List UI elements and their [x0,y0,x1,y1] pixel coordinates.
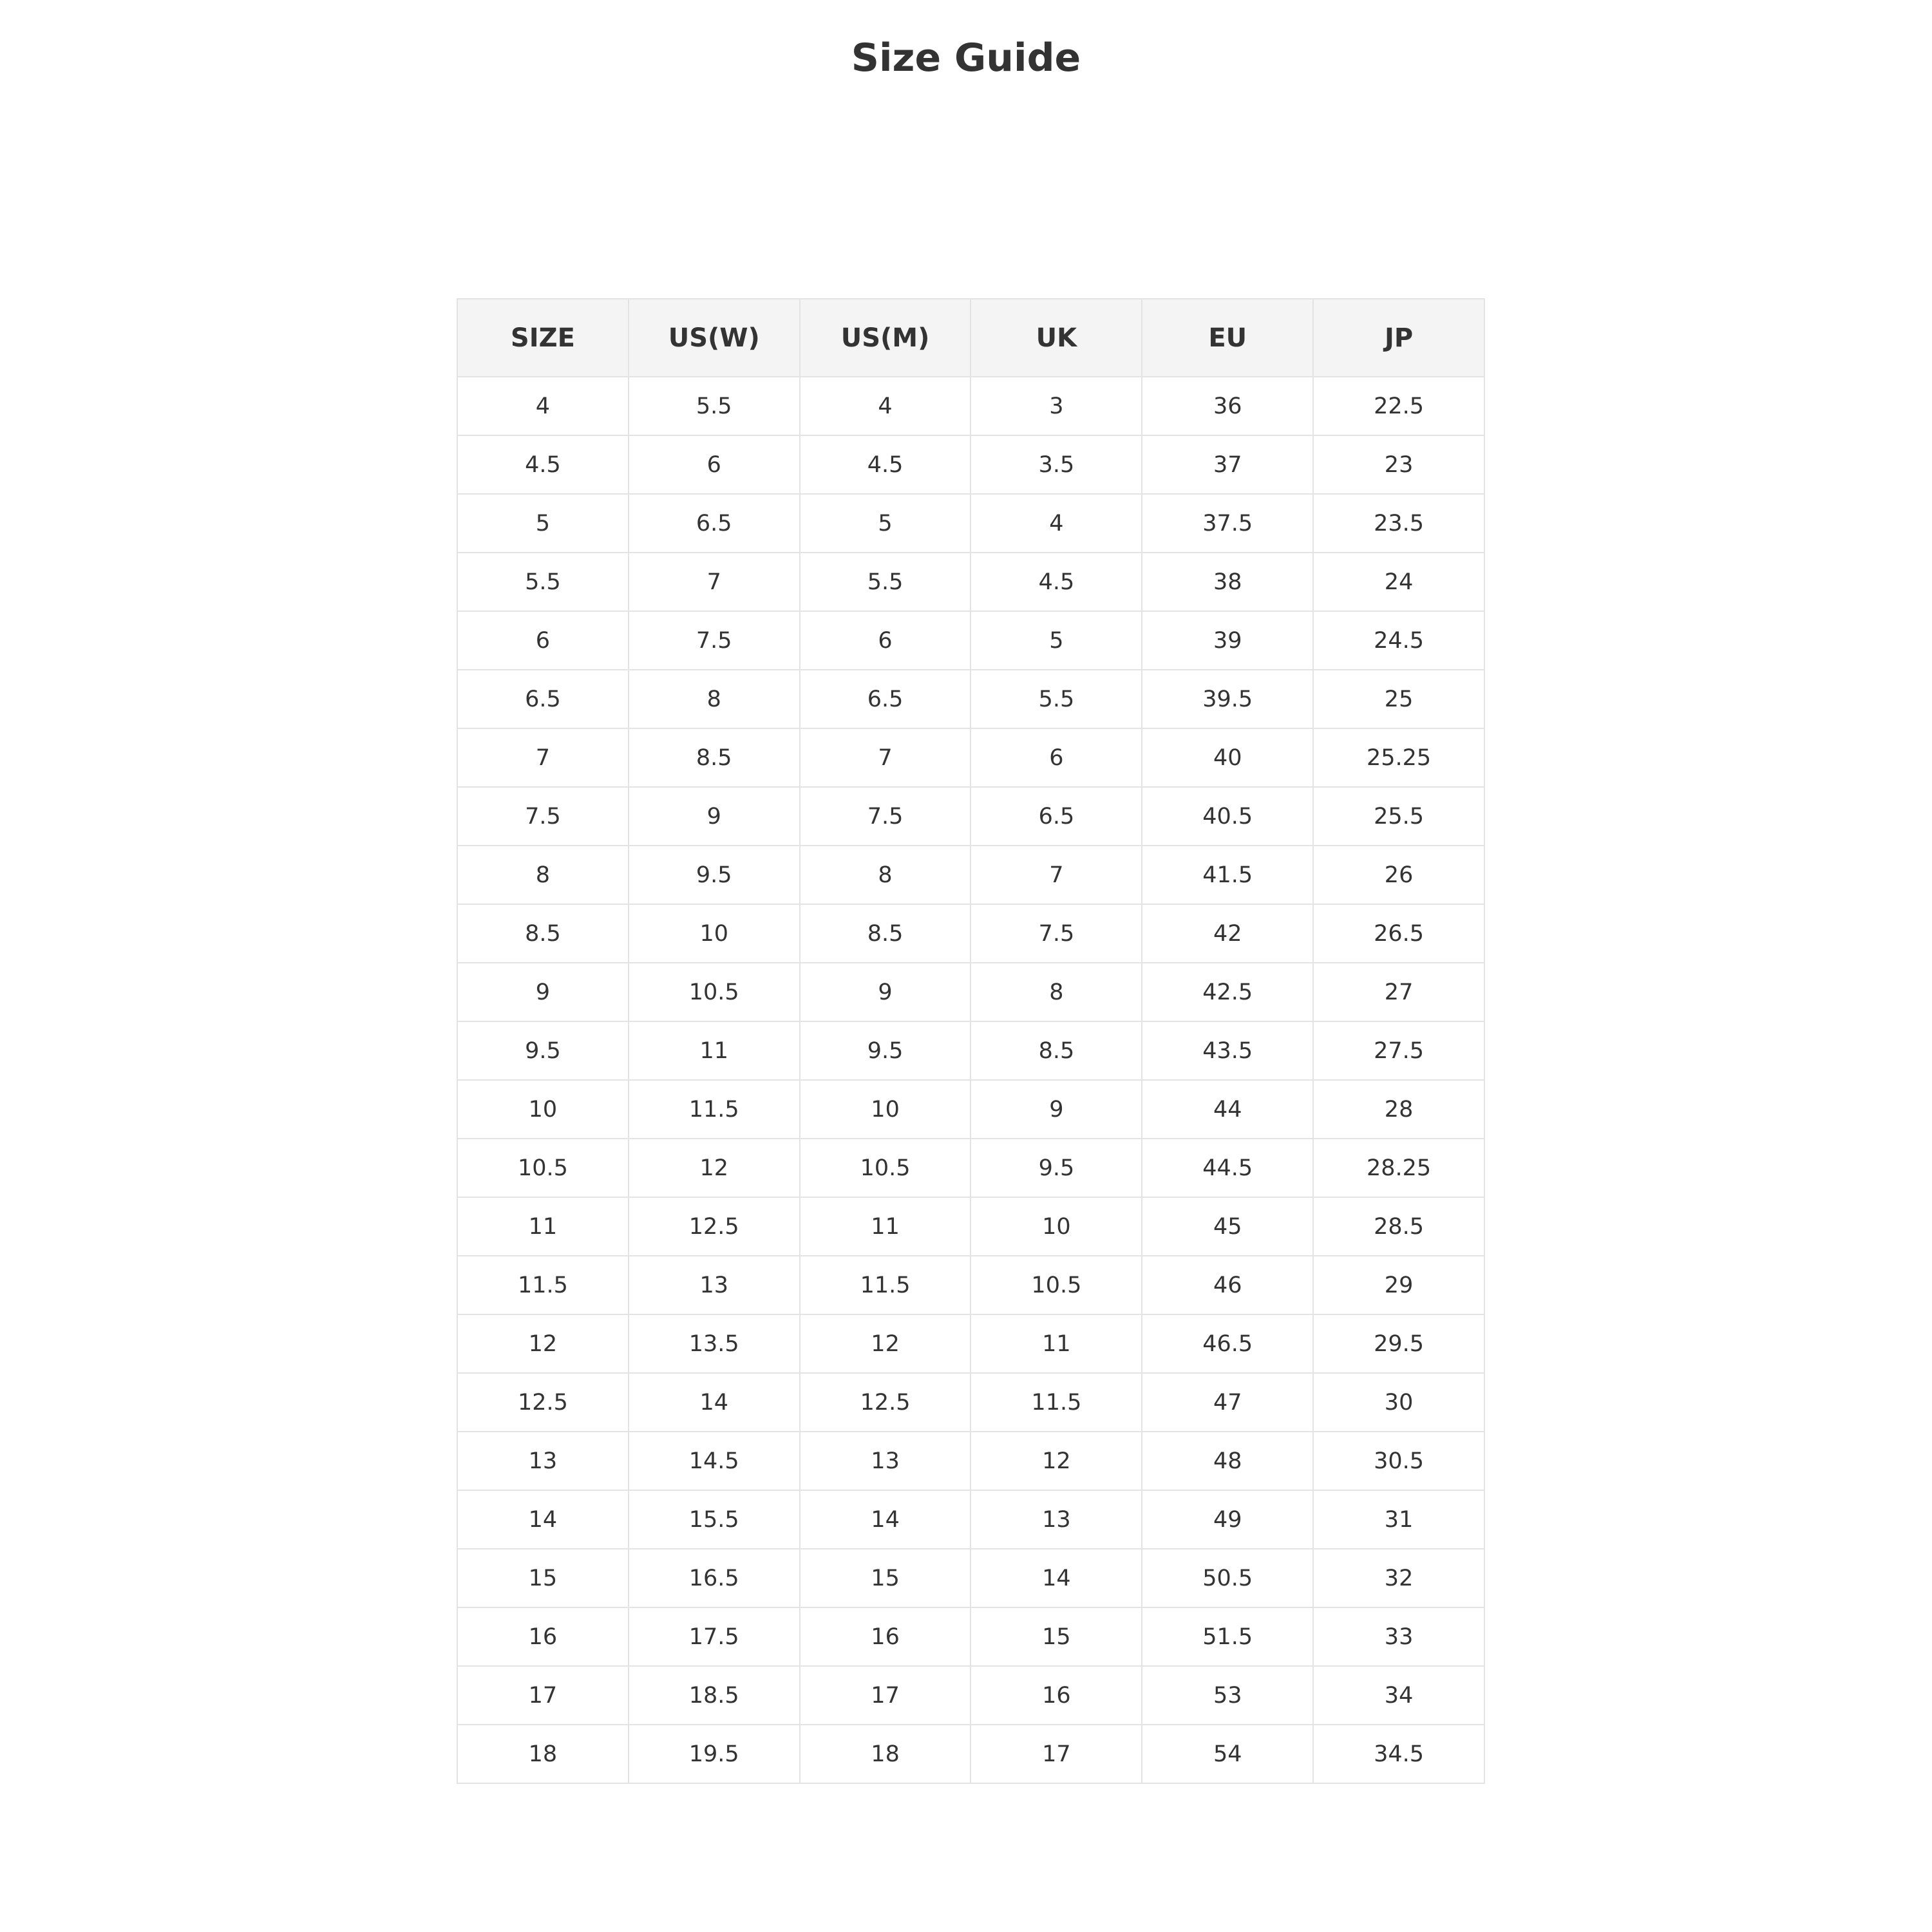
table-row [457,1139,1484,1197]
table-cell: 3.5 [971,435,1142,494]
table-row [457,1432,1484,1490]
table-cell: 6.5 [629,494,800,553]
table-cell: 4 [457,377,629,435]
table-cell: 7.5 [800,787,971,846]
table-row [457,1197,1484,1256]
table-row [457,1021,1484,1080]
table-cell: 15 [800,1549,971,1607]
table-cell: 25 [1313,670,1484,728]
table-cell: 32 [1313,1549,1484,1607]
table-cell: 27 [1313,963,1484,1021]
table-cell: 7.5 [629,611,800,670]
table-row [457,728,1484,787]
table-cell: 16 [457,1607,629,1666]
table-cell: 7 [457,728,629,787]
table-cell: 9 [457,963,629,1021]
column-header-jp: JP [1313,299,1484,377]
table-cell: 8.5 [457,904,629,963]
table-cell: 7 [971,846,1142,904]
table-cell: 17 [800,1666,971,1725]
table-cell: 12.5 [629,1197,800,1256]
table-cell: 5 [971,611,1142,670]
table-cell: 24.5 [1313,611,1484,670]
table-cell: 15 [971,1607,1142,1666]
table-cell: 34 [1313,1666,1484,1725]
table-cell: 4 [800,377,971,435]
table-cell: 23 [1313,435,1484,494]
table-cell: 44 [1142,1080,1313,1139]
table-row [457,1607,1484,1666]
table-cell: 26 [1313,846,1484,904]
table-cell: 10 [629,904,800,963]
table-cell: 24 [1313,553,1484,611]
table-cell: 6 [457,611,629,670]
table-cell: 19.5 [629,1725,800,1783]
table-cell: 11 [629,1021,800,1080]
table-cell: 6.5 [971,787,1142,846]
table-body [457,377,1484,1783]
table-cell: 49 [1142,1490,1313,1549]
table-cell: 14.5 [629,1432,800,1490]
table-cell: 16.5 [629,1549,800,1607]
table-cell: 34.5 [1313,1725,1484,1783]
table-cell: 12 [457,1314,629,1373]
table-cell: 18.5 [629,1666,800,1725]
table-cell: 36 [1142,377,1313,435]
table-cell: 5.5 [800,553,971,611]
table-cell: 14 [800,1490,971,1549]
table-cell: 28 [1313,1080,1484,1139]
table-cell: 25.25 [1313,728,1484,787]
table-cell: 15.5 [629,1490,800,1549]
table-cell: 28.25 [1313,1139,1484,1197]
table-cell: 4 [971,494,1142,553]
table-cell: 38 [1142,553,1313,611]
table-cell: 16 [971,1666,1142,1725]
table-row [457,1490,1484,1549]
table-cell: 9.5 [457,1021,629,1080]
table-row [457,846,1484,904]
table-cell: 5 [800,494,971,553]
table-cell: 47 [1142,1373,1313,1432]
table-cell: 10 [800,1080,971,1139]
table-cell: 12 [800,1314,971,1373]
table-cell: 46.5 [1142,1314,1313,1373]
table-cell: 9 [629,787,800,846]
table-row [457,1373,1484,1432]
table-cell: 3 [971,377,1142,435]
table-cell: 8 [457,846,629,904]
table-cell: 41.5 [1142,846,1313,904]
table-cell: 14 [457,1490,629,1549]
table-cell: 8.5 [971,1021,1142,1080]
table-row [457,1666,1484,1725]
table-cell: 45 [1142,1197,1313,1256]
table-cell: 44.5 [1142,1139,1313,1197]
table-cell: 12.5 [800,1373,971,1432]
table-cell: 13 [800,1432,971,1490]
table-cell: 4.5 [800,435,971,494]
table-cell: 29 [1313,1256,1484,1314]
table-cell: 7.5 [971,904,1142,963]
table-cell: 12 [971,1432,1142,1490]
table-cell: 39 [1142,611,1313,670]
table-cell: 6.5 [800,670,971,728]
table-cell: 43.5 [1142,1021,1313,1080]
table-cell: 6 [971,728,1142,787]
table-cell: 8 [800,846,971,904]
table-cell: 18 [800,1725,971,1783]
table-cell: 8.5 [629,728,800,787]
column-header-eu: EU [1142,299,1313,377]
table-cell: 10.5 [629,963,800,1021]
table-cell: 54 [1142,1725,1313,1783]
table-cell: 23.5 [1313,494,1484,553]
table-row [457,1256,1484,1314]
table-cell: 18 [457,1725,629,1783]
column-header-uk: UK [971,299,1142,377]
table-cell: 8 [971,963,1142,1021]
table-cell: 9 [800,963,971,1021]
table-row [457,611,1484,670]
table-row [457,377,1484,435]
table-row [457,963,1484,1021]
table-cell: 13.5 [629,1314,800,1373]
table-cell: 11 [971,1314,1142,1373]
table-cell: 5 [457,494,629,553]
table-cell: 14 [971,1549,1142,1607]
table-cell: 51.5 [1142,1607,1313,1666]
table-cell: 9.5 [971,1139,1142,1197]
table-header-row [457,299,1484,377]
table-cell: 17 [457,1666,629,1725]
table-cell: 30.5 [1313,1432,1484,1490]
table-cell: 5.5 [629,377,800,435]
table-cell: 10.5 [457,1139,629,1197]
table-cell: 11.5 [800,1256,971,1314]
table-cell: 42 [1142,904,1313,963]
table-cell: 7.5 [457,787,629,846]
table-cell: 7 [800,728,971,787]
table-cell: 11 [800,1197,971,1256]
table-cell: 16 [800,1607,971,1666]
table-row [457,670,1484,728]
table-cell: 40 [1142,728,1313,787]
table-cell: 11.5 [971,1373,1142,1432]
table-cell: 12.5 [457,1373,629,1432]
column-header-us-m: US(M) [800,299,971,377]
table-cell: 26.5 [1313,904,1484,963]
table-cell: 10 [457,1080,629,1139]
table-cell: 22.5 [1313,377,1484,435]
table-cell: 9.5 [629,846,800,904]
table-cell: 27.5 [1313,1021,1484,1080]
table-cell: 50.5 [1142,1549,1313,1607]
table-row [457,1080,1484,1139]
table-cell: 14 [629,1373,800,1432]
table-cell: 29.5 [1313,1314,1484,1373]
table-cell: 13 [971,1490,1142,1549]
table-cell: 11.5 [629,1080,800,1139]
table-cell: 6 [629,435,800,494]
table-cell: 9.5 [800,1021,971,1080]
table-cell: 17 [971,1725,1142,1783]
table-cell: 48 [1142,1432,1313,1490]
table-cell: 40.5 [1142,787,1313,846]
table-cell: 4.5 [457,435,629,494]
table-cell: 17.5 [629,1607,800,1666]
table-cell: 15 [457,1549,629,1607]
table-cell: 4.5 [971,553,1142,611]
table-cell: 7 [629,553,800,611]
table-cell: 33 [1313,1607,1484,1666]
table-row [457,1549,1484,1607]
table-cell: 10.5 [971,1256,1142,1314]
page-title: Size Guide [851,35,1081,80]
table-cell: 46 [1142,1256,1313,1314]
table-row [457,553,1484,611]
table-cell: 13 [457,1432,629,1490]
table-cell: 6 [800,611,971,670]
table-cell: 39.5 [1142,670,1313,728]
table-cell: 8 [629,670,800,728]
table-cell: 12 [629,1139,800,1197]
table-cell: 11 [457,1197,629,1256]
table-cell: 10 [971,1197,1142,1256]
table-cell: 10.5 [800,1139,971,1197]
table-cell: 5.5 [971,670,1142,728]
table-cell: 13 [629,1256,800,1314]
column-header-size: SIZE [457,299,629,377]
table-cell: 42.5 [1142,963,1313,1021]
table-cell: 28.5 [1313,1197,1484,1256]
table-cell: 11.5 [457,1256,629,1314]
table-cell: 53 [1142,1666,1313,1725]
table-cell: 37.5 [1142,494,1313,553]
table-cell: 6.5 [457,670,629,728]
table-cell: 31 [1313,1490,1484,1549]
column-header-us-w: US(W) [629,299,800,377]
table-row [457,435,1484,494]
table-row [457,1314,1484,1373]
table-cell: 9 [971,1080,1142,1139]
table-row [457,904,1484,963]
table-cell: 30 [1313,1373,1484,1432]
table-row [457,787,1484,846]
table-cell: 8.5 [800,904,971,963]
table-cell: 37 [1142,435,1313,494]
table-row [457,1725,1484,1783]
table-cell: 5.5 [457,553,629,611]
size-guide-table [457,298,1485,1784]
table-row [457,494,1484,553]
table-cell: 25.5 [1313,787,1484,846]
